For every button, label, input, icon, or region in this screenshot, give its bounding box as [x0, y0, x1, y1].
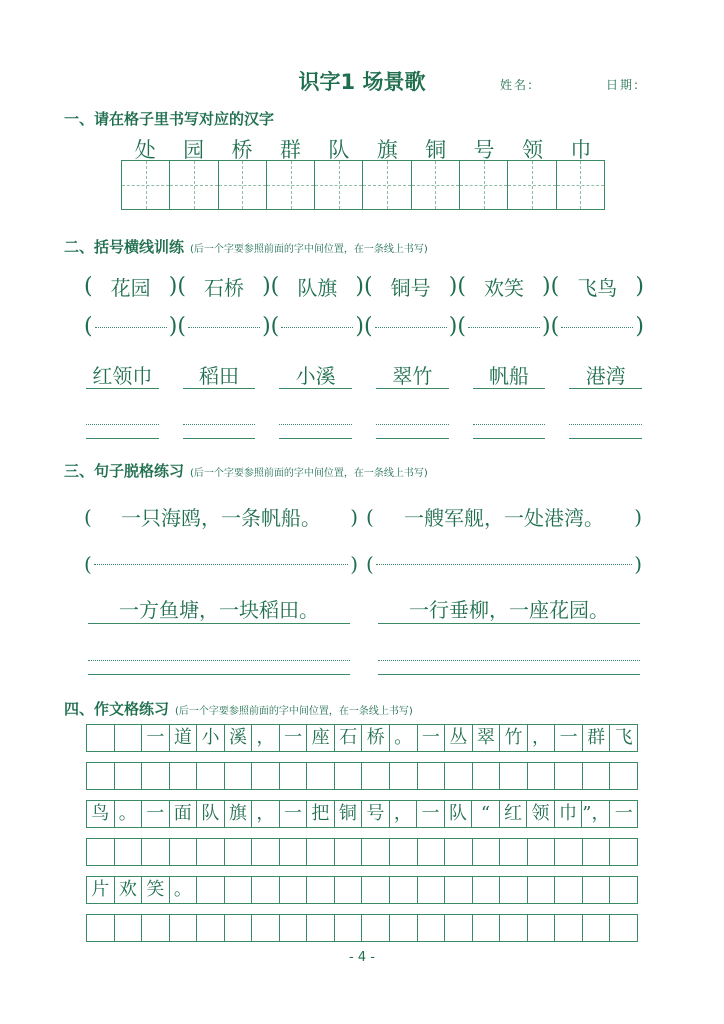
composition-cell[interactable] [418, 915, 446, 941]
composition-cell[interactable]: 红 [500, 801, 528, 827]
composition-cell[interactable] [500, 839, 528, 865]
composition-cell[interactable]: 领 [527, 801, 555, 827]
underline-word: 帆船 [473, 360, 546, 389]
bracket-word-text: 石桥 [203, 276, 244, 300]
underline-blank[interactable] [86, 410, 159, 439]
bracket-blank[interactable]: ( ) [457, 314, 551, 339]
composition-cell[interactable] [225, 877, 253, 903]
composition-cell[interactable] [362, 839, 390, 865]
composition-cell[interactable] [307, 877, 335, 903]
composition-cell[interactable] [445, 763, 473, 789]
composition-cell[interactable]: 一 [614, 803, 633, 824]
composition-cell[interactable]: ”， [582, 801, 610, 827]
composition-cell[interactable] [418, 763, 446, 789]
underline-word: 稻田 [183, 360, 256, 389]
composition-cell[interactable] [280, 763, 308, 789]
composition-cell[interactable] [583, 915, 611, 941]
section2-note: (后一个字要参照前面的字中间位置，在一条线上书写) [190, 244, 428, 255]
composition-cell[interactable]: 面 [170, 801, 198, 827]
composition-cell[interactable]: 鸟 [87, 801, 115, 827]
composition-cell[interactable] [225, 839, 253, 865]
underline-blank[interactable] [279, 410, 352, 439]
composition-cell[interactable] [445, 877, 473, 903]
composition-cell[interactable] [583, 877, 611, 903]
composition-cell[interactable]: 铜 [335, 801, 363, 827]
composition-grid-row [86, 724, 638, 752]
composition-cell[interactable]: 溪 [225, 725, 253, 751]
composition-cell[interactable] [170, 839, 198, 865]
composition-cell[interactable] [87, 915, 115, 941]
section3-heading [64, 460, 428, 481]
composition-cell[interactable]: 桥 [362, 725, 390, 751]
composition-cell[interactable] [307, 839, 335, 865]
section1-heading [64, 108, 274, 129]
composition-cell[interactable]: 竹 [500, 725, 528, 751]
tianzige-cell[interactable] [460, 161, 508, 209]
composition-cell[interactable] [280, 915, 308, 941]
composition-cell[interactable] [307, 763, 335, 789]
bracket-word: ( 飞鸟 ) [550, 274, 644, 300]
section2-heading-text: 二、括号横线训练 [64, 238, 185, 256]
composition-cell[interactable]: 巾 [555, 801, 583, 827]
bracket-word-text: 飞鸟 [577, 276, 618, 300]
composition-cell[interactable] [362, 877, 390, 903]
composition-cell[interactable]: 一 [280, 725, 308, 751]
section3-heading-text: 三、句子脱格练习 [64, 462, 185, 480]
underline-word-row [86, 360, 642, 389]
composition-cell[interactable] [335, 877, 363, 903]
composition-cell[interactable] [252, 915, 280, 941]
composition-cell[interactable]: 队 [445, 801, 473, 827]
bracket-blank-row [84, 314, 644, 339]
underline-word: 小溪 [279, 360, 352, 389]
composition-cell[interactable] [197, 763, 225, 789]
tianzige-cell[interactable] [315, 161, 363, 209]
model-char: 巾 [570, 138, 592, 162]
underline-blank-row [86, 410, 642, 439]
bracket-blank[interactable]: ( ) [177, 314, 271, 339]
composition-cell[interactable] [528, 763, 556, 789]
bracket-sentence-1-text: 一只海鸥，一条帆船。 [121, 506, 321, 530]
underline-word: 港湾 [569, 360, 642, 389]
composition-cell[interactable] [555, 763, 583, 789]
model-char: 铜 [425, 138, 447, 162]
tianzige-grid [121, 160, 605, 210]
bracket-word-text: 铜号 [390, 276, 431, 300]
composition-cell[interactable] [583, 763, 611, 789]
composition-cell[interactable] [473, 915, 501, 941]
composition-cell[interactable] [142, 915, 170, 941]
composition-cell[interactable]: 丛 [445, 725, 473, 751]
composition-cell[interactable] [362, 915, 390, 941]
composition-cell[interactable] [500, 763, 528, 789]
composition-cell[interactable] [170, 915, 198, 941]
composition-cell[interactable] [280, 877, 308, 903]
composition-cell[interactable] [390, 915, 418, 941]
model-char: 处 [134, 138, 156, 162]
model-char: 旗 [376, 138, 398, 162]
name-label: 姓名: [500, 78, 535, 92]
composition-cell[interactable] [610, 763, 637, 789]
composition-cell[interactable] [115, 763, 143, 789]
composition-cell[interactable]: ， [252, 725, 280, 751]
composition-cell[interactable] [197, 915, 225, 941]
composition-cell[interactable]: 一 [555, 725, 583, 751]
tianzige-cell[interactable] [557, 161, 604, 209]
composition-cell[interactable] [500, 877, 528, 903]
composition-cell[interactable]: 一 [142, 725, 170, 751]
composition-cell[interactable]: 座 [307, 725, 335, 751]
composition-cell[interactable]: 一 [280, 801, 308, 827]
composition-cell[interactable] [528, 839, 556, 865]
section1-heading-text: 一、请在格子里书写对应的汉字 [64, 110, 275, 128]
bracket-word: ( 铜号 ) [363, 274, 458, 300]
section4-heading [64, 698, 413, 719]
underline-word: 翠竹 [376, 360, 449, 389]
composition-cell[interactable] [445, 839, 473, 865]
bracket-blank[interactable]: ( ) [363, 314, 458, 339]
tianzige-cell[interactable] [267, 161, 315, 209]
composition-cell[interactable] [528, 915, 556, 941]
composition-grid-row [86, 800, 638, 828]
composition-cell[interactable] [87, 725, 115, 751]
composition-cell[interactable] [115, 725, 143, 751]
bracket-word: ( 队旗 ) [270, 274, 364, 300]
composition-cell[interactable] [225, 915, 253, 941]
composition-cell[interactable] [362, 763, 390, 789]
composition-cell[interactable] [252, 763, 280, 789]
bracket-blank-2: ( ) [366, 552, 642, 576]
bracket-blank[interactable]: ( ) [84, 314, 178, 339]
composition-cell[interactable]: 队 [197, 801, 225, 827]
composition-cell[interactable] [307, 915, 335, 941]
bracket-word: ( 花园 ) [84, 274, 178, 300]
composition-cell[interactable] [280, 839, 308, 865]
bracket-blank-1: ( ) [84, 552, 358, 576]
bracket-blank[interactable]: ( ) [270, 314, 364, 339]
composition-cell[interactable] [115, 839, 143, 865]
composition-cell[interactable] [390, 763, 418, 789]
bracket-sentence-1: ( 一只海鸥，一条帆船。 ) [84, 502, 358, 531]
composition-grid-row [86, 762, 638, 790]
tianzige-cell[interactable] [219, 161, 267, 209]
composition-grid-row [86, 914, 638, 942]
composition-cell[interactable]: 。 [390, 725, 418, 751]
composition-cell[interactable]: 欢 [115, 877, 143, 903]
composition-cell[interactable] [473, 877, 501, 903]
composition-cell[interactable] [87, 839, 115, 865]
composition-cell[interactable] [225, 763, 253, 789]
composition-cell[interactable]: ， [252, 801, 280, 827]
bracket-word: ( 欢笑 ) [457, 274, 551, 300]
composition-cell[interactable] [610, 839, 637, 865]
composition-cell[interactable] [335, 839, 363, 865]
underline-blank[interactable] [569, 410, 642, 439]
page-number: - 4 - [349, 950, 375, 965]
composition-cell[interactable] [87, 763, 115, 789]
composition-grid-row [86, 838, 638, 866]
model-char: 群 [279, 138, 301, 162]
composition-cell[interactable]: 。 [170, 877, 198, 903]
tianzige-cell[interactable] [508, 161, 556, 209]
bracket-sentence-2-text: 一艘军舰，一处港湾。 [404, 506, 604, 530]
composition-cell[interactable]: 飞 [614, 727, 633, 748]
composition-cell[interactable] [473, 839, 501, 865]
date-label: 日期: [606, 78, 641, 92]
bracket-word: ( 石桥 ) [177, 274, 271, 300]
underline-sentence-1: 一方鱼塘，一块稻田。 [88, 594, 350, 624]
underline-blank[interactable] [183, 410, 256, 439]
bracket-word-row [84, 272, 644, 301]
tianzige-cell[interactable] [170, 161, 218, 209]
section3-note: (后一个字要参照前面的字中间位置，在一条线上书写) [190, 468, 428, 479]
composition-cell[interactable]: ， [390, 801, 418, 827]
bracket-sentence-2: ( 一艘军舰，一处港湾。 ) [366, 502, 642, 531]
composition-cell[interactable] [197, 877, 225, 903]
composition-cell[interactable] [555, 877, 583, 903]
composition-cell[interactable]: 旗 [225, 801, 253, 827]
composition-cell[interactable] [142, 763, 170, 789]
tianzige-cell[interactable] [363, 161, 411, 209]
composition-cell[interactable] [170, 763, 198, 789]
composition-cell[interactable]: 翠 [473, 725, 501, 751]
composition-cell[interactable] [335, 763, 363, 789]
composition-cell[interactable]: 小 [197, 725, 225, 751]
page-title: 识字1 场景歌 [298, 70, 426, 94]
composition-cell[interactable]: 一 [417, 801, 445, 827]
composition-cell[interactable]: 笑 [142, 877, 170, 903]
underline-blank[interactable] [376, 410, 449, 439]
composition-cell[interactable] [555, 915, 583, 941]
bracket-word-text: 欢笑 [483, 276, 524, 300]
composition-cell[interactable] [390, 839, 418, 865]
composition-cell[interactable]: 。 [115, 801, 143, 827]
composition-grid-row [86, 876, 638, 904]
composition-cell[interactable]: 一 [142, 801, 170, 827]
composition-cell[interactable]: 群 [583, 725, 611, 751]
model-char: 园 [183, 138, 205, 162]
underline-blank-1 [88, 650, 350, 675]
bracket-word-text: 花园 [110, 276, 151, 300]
underline-blank-2 [378, 650, 640, 675]
section4-heading-text: 四、作文格练习 [64, 700, 170, 718]
section2-heading [64, 236, 428, 257]
composition-cell[interactable] [197, 839, 225, 865]
composition-cell[interactable]: 把 [307, 801, 335, 827]
model-char: 领 [521, 138, 543, 162]
composition-cell[interactable] [500, 915, 528, 941]
section4-note: (后一个字要参照前面的字中间位置，在一条线上书写) [175, 706, 413, 717]
tianzige-cell[interactable] [122, 161, 170, 209]
composition-cell[interactable]: 石 [335, 725, 363, 751]
composition-cell[interactable]: 号 [362, 801, 390, 827]
underline-sentence-2: 一行垂柳，一座花园。 [378, 594, 640, 624]
composition-cell[interactable] [473, 763, 501, 789]
composition-cell[interactable] [390, 877, 418, 903]
composition-cell[interactable] [142, 839, 170, 865]
underline-word: 红领巾 [86, 360, 159, 389]
model-char: 队 [328, 138, 350, 162]
composition-cell[interactable]: “ [472, 801, 500, 827]
composition-cell[interactable] [418, 877, 446, 903]
composition-cell[interactable]: 片 [87, 877, 115, 903]
underline-blank[interactable] [473, 410, 546, 439]
composition-cell[interactable]: ， [528, 725, 556, 751]
composition-cell[interactable] [115, 915, 143, 941]
composition-cell[interactable] [583, 839, 611, 865]
composition-cell[interactable] [445, 915, 473, 941]
composition-cell[interactable] [335, 915, 363, 941]
bracket-blank[interactable]: ( ) [550, 314, 644, 339]
composition-cell[interactable] [418, 839, 446, 865]
composition-cell[interactable] [555, 839, 583, 865]
bracket-word-text: 队旗 [297, 276, 338, 300]
composition-cell[interactable] [610, 877, 637, 903]
model-char: 桥 [231, 138, 253, 162]
tianzige-cell[interactable] [412, 161, 460, 209]
composition-cell[interactable] [252, 877, 280, 903]
composition-cell[interactable] [610, 915, 637, 941]
composition-cell[interactable]: 道 [170, 725, 198, 751]
composition-cell[interactable]: 一 [418, 725, 446, 751]
composition-cell[interactable] [528, 877, 556, 903]
composition-cell[interactable] [252, 839, 280, 865]
model-char: 号 [473, 138, 495, 162]
